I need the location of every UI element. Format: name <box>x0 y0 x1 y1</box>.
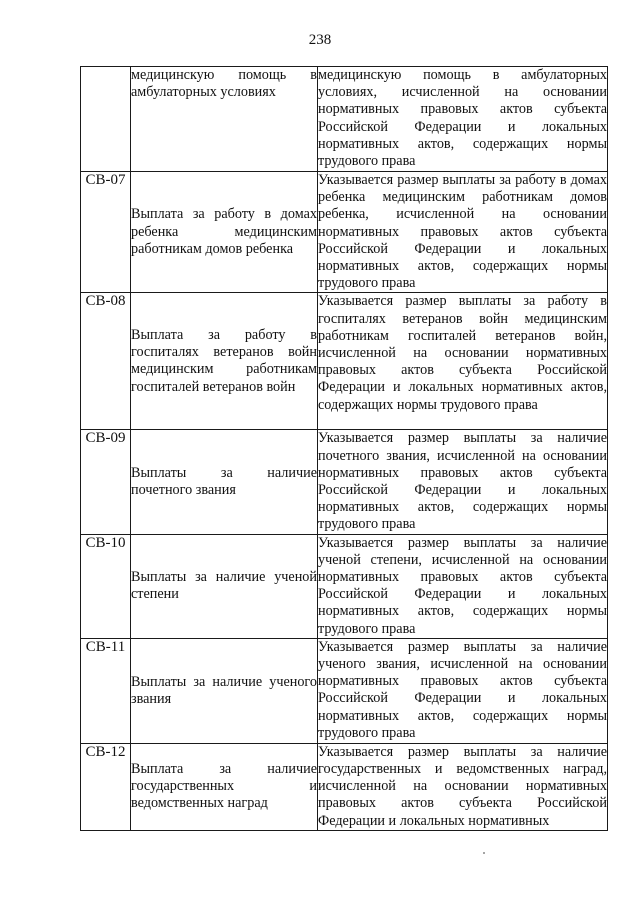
description-cell <box>318 172 608 293</box>
row-description: Указывается размер выплаты за работу в домах ребенка медицинским работникам домов ребенка, исчисленной на основании нормативных правовых актов субъекта Российской Федерации и локальных нормативных актов, содержащих нормы трудового права <box>318 172 607 292</box>
code-cell <box>81 293 131 430</box>
name-cell <box>131 67 318 172</box>
name-cell <box>131 534 318 638</box>
name-cell <box>131 430 318 534</box>
row-code: СВ-08 <box>85 293 126 310</box>
row-description: Указывается размер выплаты за наличие ученого звания, исчисленной на основании нормативных правовых актов субъекта Российской Федерации и локальных нормативных актов, содержащих нормы трудового права <box>318 638 607 741</box>
name-cell <box>131 172 318 293</box>
row-name: Выплаты за наличие почетного звания <box>131 464 317 499</box>
row-description: Указывается размер выплаты за наличие государственных и ведомственных наград, исчисленной на основании нормативных правовых актов субъекта Российской Федерации и локальных нормативных <box>318 743 607 829</box>
name-cell <box>131 638 318 743</box>
row-description: Указывается размер выплаты за наличие ученой степени, исчисленной на основании нормативных правовых актов субъекта Российской Федерации и локальных нормативных актов, содержащих нормы трудового права <box>318 534 607 637</box>
scan-speck <box>483 852 485 854</box>
code-cell <box>81 743 131 830</box>
description-cell <box>318 534 608 638</box>
code-cell <box>81 638 131 743</box>
row-name: медицинскую помощь в амбулаторных условиях <box>131 67 317 101</box>
payments-table <box>80 66 608 831</box>
table-row <box>81 743 608 830</box>
row-name: Выплата за наличие государственных и ведомственных наград <box>131 761 317 812</box>
code-cell <box>81 430 131 534</box>
description-cell <box>318 638 608 743</box>
description-cell <box>318 67 608 172</box>
row-description: Указывается размер выплаты за наличие почетного звания, исчисленной на основании нормативных правовых актов субъекта Российской Федерации и локальных нормативных актов, содержащих нормы трудового права <box>318 430 607 533</box>
row-code: СВ-10 <box>85 534 126 551</box>
row-name: Выплата за работу в домах ребенка медицинским работникам домов ребенка <box>131 206 317 257</box>
table-row <box>81 67 608 172</box>
row-code: СВ-12 <box>85 743 126 760</box>
row-code: СВ-11 <box>85 638 126 655</box>
table-row <box>81 172 608 293</box>
page-number: 238 <box>308 32 332 48</box>
row-code: СВ-09 <box>85 430 126 447</box>
row-name: Выплаты за наличие ученого звания <box>131 673 317 707</box>
row-description: Указывается размер выплаты за работу в госпиталях ветеранов войн медицинским работникам госпиталей ветеранов войн, исчисленной на основании нормативных правовых актов субъекта Российской Федерации и локальных нормативных актов, содержащих нормы трудового права <box>318 293 607 413</box>
description-cell <box>318 293 608 430</box>
code-cell <box>81 172 131 293</box>
row-name: Выплата за работу в госпиталях ветеранов войн медицинским работникам госпиталей ветеранов войн <box>131 327 317 395</box>
description-cell <box>318 743 608 830</box>
row-name: Выплаты за наличие ученой степени <box>131 569 317 603</box>
row-code: СВ-07 <box>85 172 126 188</box>
code-cell <box>81 67 131 172</box>
table-row <box>81 534 608 638</box>
description-cell <box>318 430 608 534</box>
code-cell <box>81 534 131 638</box>
table-row <box>81 293 608 430</box>
row-description: медицинскую помощь в амбулаторных условиях, исчисленной на основании нормативных правовых актов субъекта Российской Федерации и локальных нормативных актов, содержащих нормы трудового права <box>318 67 607 170</box>
table-row <box>81 430 608 534</box>
name-cell <box>131 293 318 430</box>
name-cell <box>131 743 318 830</box>
table-row <box>81 638 608 743</box>
